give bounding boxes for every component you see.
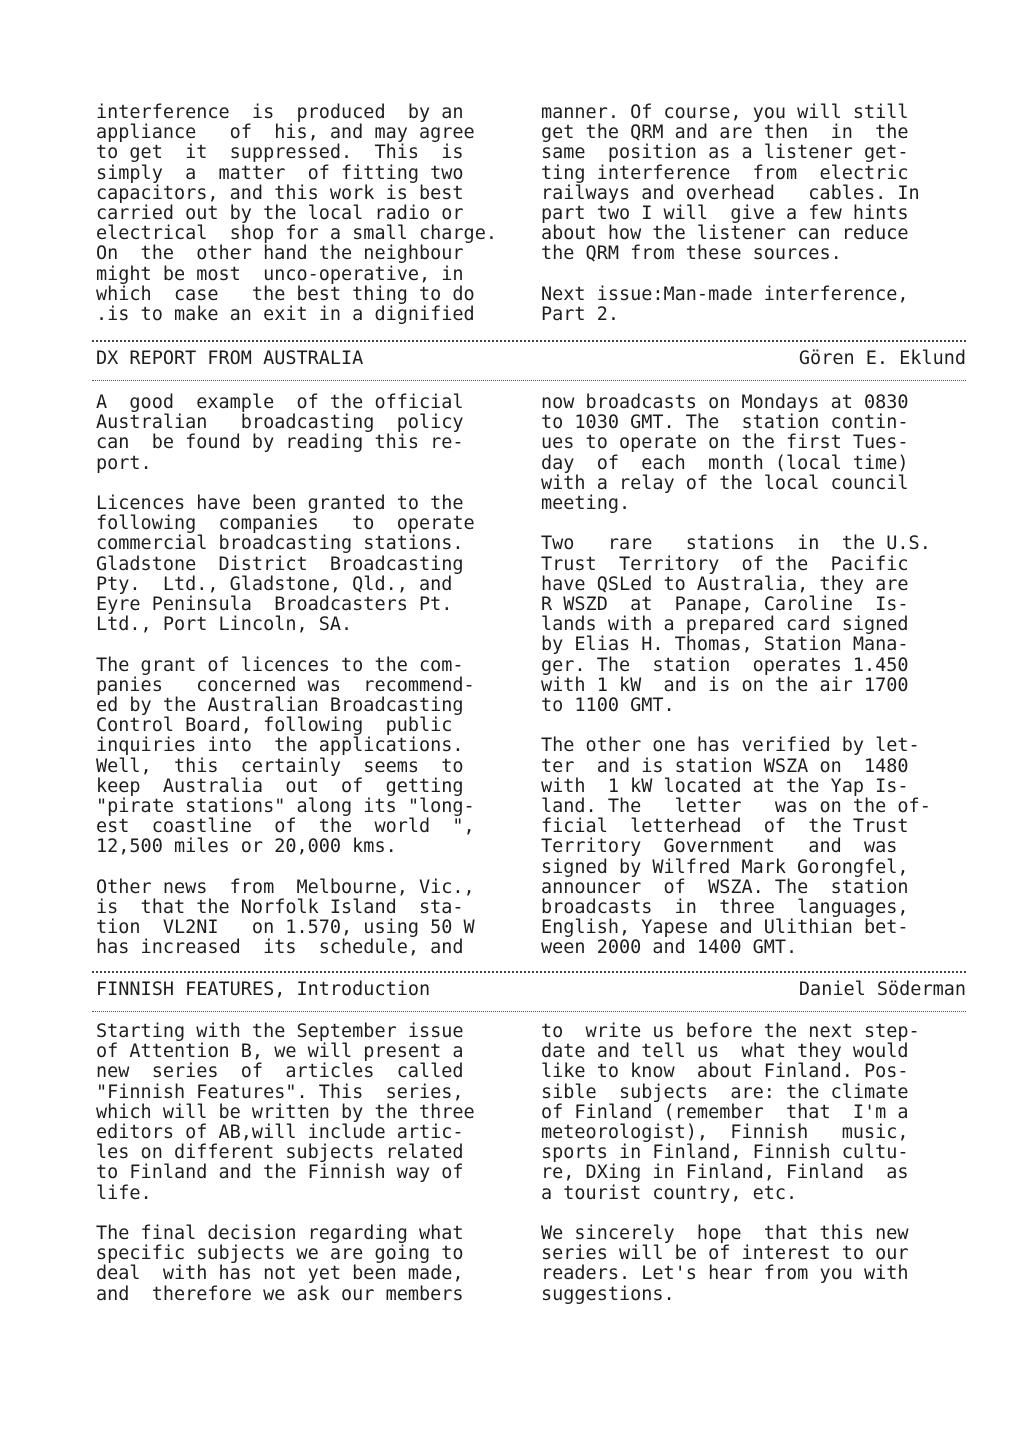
text-line: to get it suppressed. This is (96, 142, 464, 164)
text-line: suggestions. (541, 1283, 675, 1305)
text-line: carried out by the local radio or (96, 203, 464, 225)
text-line: by Elias H. Thomas, Station Mana- (541, 634, 909, 656)
text-line: keep Australia out of getting (96, 775, 464, 797)
text-line: Next issue:Man-made interference, (541, 283, 909, 305)
text-line: port. (96, 452, 152, 474)
text-line: can be found by reading this re- (96, 432, 464, 454)
paragraph (96, 103, 497, 325)
article-left-column (96, 1022, 475, 1305)
section-divider (92, 1011, 966, 1012)
text-line: editors of AB,will include artic- (96, 1122, 464, 1144)
text-line: Ltd., Port Lincoln, SA. (96, 614, 353, 636)
text-line: meeting. (541, 493, 631, 515)
article-title: FINNISH FEATURES, Introduction (96, 979, 431, 1000)
text-line: day of each month (local time) (541, 452, 909, 474)
paragraph (541, 534, 931, 716)
text-line: manner. Of course, you will still (541, 102, 909, 123)
text-line: series will be of interest to our (541, 1243, 909, 1265)
text-line: lands with a prepared card signed (541, 614, 909, 636)
text-line: The final decision regarding what (96, 1223, 464, 1245)
text-line: signed by Wilfred Mark Gorongfel, (541, 856, 909, 878)
text-line: now broadcasts on Mondays at 0830 (541, 392, 909, 413)
article-author: Daniel Söderman (798, 979, 966, 1000)
text-line: new series of articles called (96, 1061, 464, 1083)
text-line: of Finland (remember that I'm a (541, 1101, 909, 1123)
paragraph (96, 1224, 475, 1305)
text-line: re, DXing in Finland, Finland as (541, 1162, 909, 1184)
article-right-column (541, 393, 931, 959)
text-line: Well, this certainly seems to (96, 755, 464, 777)
text-line: specific subjects we are going to (96, 1243, 464, 1265)
text-line: ed by the Australian Broadcasting (96, 695, 464, 717)
text-line: electrical shop for a small charge. (96, 223, 497, 245)
text-line: with 1 kW and is on the air 1700 (541, 674, 909, 696)
text-line: to write us before the next step- (541, 1021, 920, 1042)
text-line: The grant of licences to the com- (96, 654, 464, 676)
paragraph (541, 1224, 920, 1305)
text-line: ficial letterhead of the Trust (541, 816, 909, 838)
continuation-right-column (541, 103, 920, 325)
text-line: appliance of his, and may agree (96, 122, 475, 144)
section-divider (92, 380, 966, 381)
text-line: "Finnish Features". This series, (96, 1081, 464, 1103)
text-line: Eyre Peninsula Broadcasters Pt. (96, 594, 453, 616)
article-right-column (541, 1022, 920, 1305)
text-line: ger. The station operates 1.450 (541, 654, 909, 676)
paragraph (541, 103, 920, 265)
article-left-column (96, 393, 475, 959)
text-line: might be most unco-operative, in (96, 263, 464, 285)
next-issue-note (541, 285, 920, 325)
text-line: On the other hand the neighbour (96, 243, 464, 265)
text-line: Trust Territory of the Pacific (541, 553, 909, 575)
text-line: which case the best thing to do (96, 283, 475, 305)
text-line: readers. Let's hear from you with (541, 1263, 909, 1285)
text-line: 12,500 miles or 20,000 kms. (96, 836, 397, 858)
paragraph (96, 656, 475, 858)
text-line: and therefore we ask our members (96, 1283, 464, 1305)
text-line: is that the Norfolk Island sta- (96, 897, 464, 919)
text-line: with 1 kW located at the Yap Is- (541, 775, 909, 797)
text-line: life. (96, 1182, 152, 1204)
text-line: Other news from Melbourne, Vic., (96, 876, 475, 898)
text-line: to 1100 GMT. (541, 695, 675, 717)
text-line: sports in Finland, Finnish cultu- (541, 1142, 909, 1164)
text-line: Starting with the September issue (96, 1021, 464, 1042)
text-line: panies concerned was recommend- (96, 674, 475, 696)
text-line: railways and overhead cables. In (541, 182, 920, 204)
text-line: the QRM from these sources. (541, 243, 842, 265)
text-line: We sincerely hope that this new (541, 1223, 909, 1245)
text-line: les on different subjects related (96, 1142, 464, 1164)
paragraph (541, 736, 931, 958)
text-line: to 1030 GMT. The station contin- (541, 412, 909, 434)
text-line: est coastline of the world ", (96, 816, 475, 838)
text-line: interference is produced by an (96, 102, 464, 123)
text-line: "pirate stations" along its "long- (96, 796, 475, 818)
text-line: like to know about Finland. Pos- (541, 1061, 909, 1083)
text-line: ting interference from electric (541, 162, 909, 184)
text-line: Part 2. (541, 304, 619, 326)
text-line: get the QRM and are then in the (541, 122, 909, 144)
text-line: capacitors, and this work is best (96, 182, 464, 204)
section-divider (92, 971, 966, 973)
text-line: same position as a listener get- (541, 142, 909, 164)
text-line: commercial broadcasting stations. (96, 533, 464, 555)
text-line: Licences have been granted to the (96, 493, 464, 514)
text-line: Pty. Ltd., Gladstone, Qld., and (96, 573, 453, 595)
text-line: Two rare stations in the U.S. (541, 533, 931, 555)
text-line: which will be written by the three (96, 1101, 475, 1123)
paragraph (96, 1022, 475, 1204)
text-line: following companies to operate (96, 513, 475, 535)
text-line: has increased its schedule, and (96, 937, 464, 959)
text-line: have QSLed to Australia, they are (541, 573, 909, 595)
text-line: announcer of WSZA. The station (541, 876, 909, 898)
paragraph (541, 393, 931, 514)
text-line: English, Yapese and Ulithian bet- (541, 917, 909, 939)
text-line: ues to operate on the first Tues- (541, 432, 909, 454)
paragraph (541, 1022, 920, 1204)
text-line: Control Board, following public (96, 715, 453, 737)
text-line: to Finland and the Finnish way of (96, 1162, 464, 1184)
text-line: .is to make an exit in a dignified (96, 304, 475, 326)
text-line: Australian broadcasting policy (96, 412, 464, 434)
text-line: with a relay of the local council (541, 472, 909, 494)
text-line: about how the listener can reduce (541, 223, 909, 245)
article-title: DX REPORT FROM AUSTRALIA (96, 348, 364, 369)
text-line: A good example of the official (96, 392, 464, 413)
text-line: date and tell us what they would (541, 1041, 909, 1063)
text-line: deal with has not yet been made, (96, 1263, 464, 1285)
text-line: of Attention B, we will present a (96, 1041, 464, 1063)
text-line: part two I will give a few hints (541, 203, 909, 225)
text-line: meteorologist), Finnish music, (541, 1122, 909, 1144)
text-line: Gladstone District Broadcasting (96, 553, 464, 575)
text-line: inquiries into the applications. (96, 735, 464, 757)
text-line: Territory Government and was (541, 836, 898, 858)
paragraph (96, 878, 475, 959)
text-line: sible subjects are: the climate (541, 1081, 909, 1103)
text-line: ween 2000 and 1400 GMT. (541, 937, 798, 959)
text-line: ter and is station WSZA on 1480 (541, 755, 909, 777)
text-line: a tourist country, etc. (541, 1182, 798, 1204)
paragraph (96, 393, 475, 474)
text-line: tion VL2NI on 1.570, using 50 W (96, 917, 475, 939)
continuation-left-column (96, 103, 497, 325)
text-line: simply a matter of fitting two (96, 162, 464, 184)
article-author: Gören E. Eklund (798, 348, 966, 369)
text-line: broadcasts in three languages, (541, 897, 909, 919)
section-divider (92, 340, 966, 342)
text-line: The other one has verified by let- (541, 735, 920, 757)
paragraph (96, 494, 475, 635)
text-line: land. The letter was on the of- (541, 796, 931, 818)
text-line: R WSZD at Panape, Caroline Is- (541, 594, 909, 616)
